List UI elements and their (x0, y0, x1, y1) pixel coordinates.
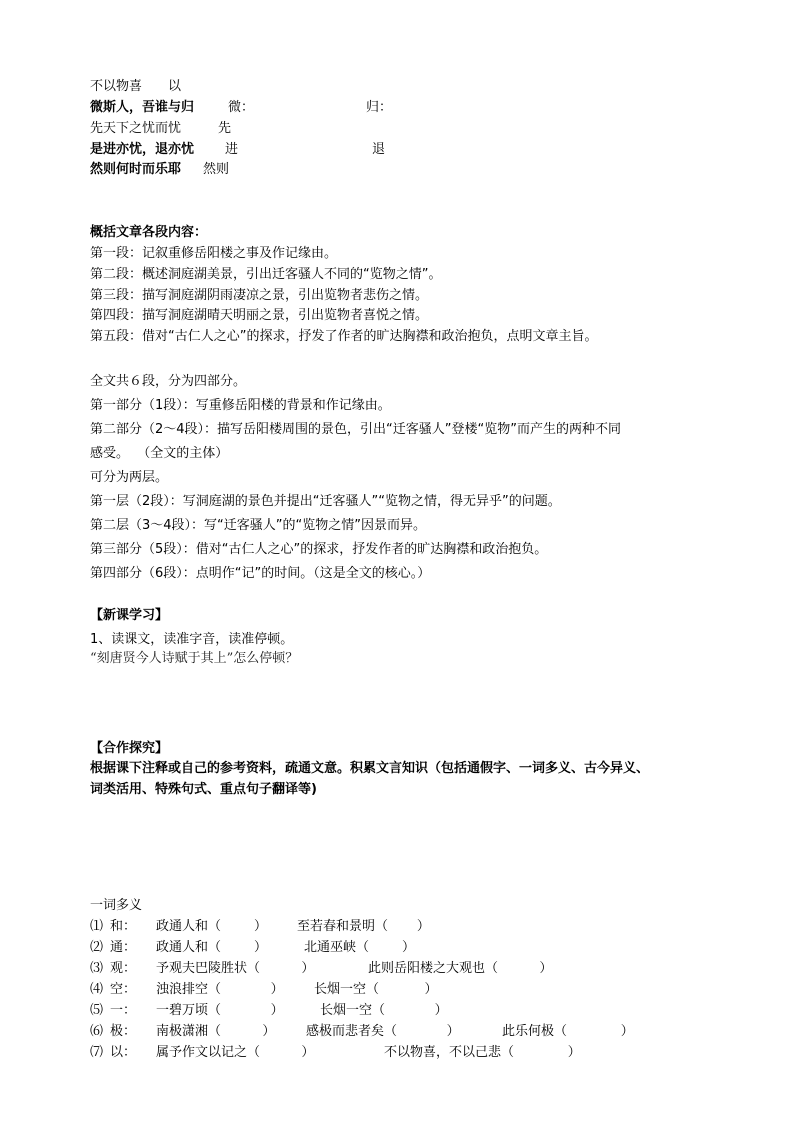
row-item: 一碧万顷（ ） (156, 1003, 284, 1018)
new-study-item: “刻唐贤今人诗赋于其上”怎么停顿？ (90, 651, 299, 666)
row-word: 空： (110, 982, 137, 997)
structure-line: 第一层（2段）：写洞庭湖的景色并提出“迁客骚人”“览物之情，得无异乎”的问题。 (90, 494, 561, 509)
summary-line: 第三段：描写洞庭湖阴雨凄凉之景，引出览物者悲伤之情。 (90, 288, 429, 303)
vocab-phrase: 微斯人，吾谁与归 (90, 100, 195, 115)
row-word: 通： (110, 940, 137, 955)
vocab-phrase: 然则何时而乐耶 (90, 162, 182, 177)
vocab-blank-label: 然则 (203, 162, 230, 177)
summary-line: 第四段：描写洞庭湖晴天明丽之景，引出览物者喜悦之情。 (90, 308, 429, 323)
row-number: ⑺ (90, 1045, 104, 1060)
polysemy-heading: 一词多义 (90, 898, 143, 913)
structure-line: 第二部分（2～4段）：描写岳阳楼周围的景色，引出“迁客骚人”登楼“览物”而产生的两种不同 (90, 422, 621, 437)
structure-line: 全文共６段，分为四部分。 (90, 374, 247, 389)
row-item: 属予作文以记之（ ） (156, 1045, 315, 1060)
row-item: 至若春和景明（ ） (297, 919, 430, 934)
row-word: 观： (110, 961, 137, 976)
row-item: 长烟一空（ ） (320, 1003, 448, 1018)
row-number: ⑶ (90, 961, 104, 976)
vocab-phrase: 不以物喜 (90, 79, 143, 94)
row-item: 感极而悲者矣（ ） (306, 1024, 460, 1039)
explore-instruction: 词类活用、特殊句式、重点句子翻译等) (90, 782, 317, 797)
row-number: ⑸ (90, 1003, 104, 1018)
row-item: 予观夫巴陵胜状（ ） (156, 961, 315, 976)
structure-line: 第三部分（5段）：借对“古仁人之心”的探求，抒发作者的旷达胸襟和政治抱负。 (90, 542, 548, 557)
row-number: ⑴ (90, 919, 104, 934)
structure-line: 第二层（3～4段）：写“迁客骚人”的“览物之情”因景而异。 (90, 518, 426, 533)
new-study-item: 1、读课文，读准字音，读准停顿。 (90, 632, 294, 647)
explore-heading: 【合作探究】 (90, 741, 169, 756)
row-word: 一： (110, 1003, 137, 1018)
row-number: ⑷ (90, 982, 104, 997)
vocab-phrase: 是进亦忧，退亦忧 (90, 142, 195, 157)
new-study-heading: 【新课学习】 (90, 608, 169, 623)
row-item: 此乐何极（ ） (502, 1024, 634, 1039)
row-item: 长烟一空（ ） (314, 982, 438, 997)
vocab-blank-label: 以 (168, 79, 182, 94)
vocab-phrase: 先天下之忧而忧 (90, 121, 182, 136)
row-item: 此则岳阳楼之大观也（ ） (368, 961, 553, 976)
summary-heading: 概括文章各段内容： (90, 225, 208, 240)
summary-line: 第二段：概述洞庭湖美景，引出迁客骚人不同的“览物之情”。 (90, 267, 442, 282)
summary-line: 第一段：记叙重修岳阳楼之事及作记缘由。 (90, 246, 338, 261)
structure-line: 第一部分（1段）：写重修岳阳楼的背景和作记缘由。 (90, 398, 391, 413)
vocab-blank-label: 进 (225, 142, 239, 157)
structure-line: 第四部分（6段）：点明作“记”的时间。（这是全文的核心。） (90, 566, 431, 581)
row-word: 极： (110, 1024, 137, 1039)
row-item: 政通人和（ ） (156, 919, 268, 934)
row-item: 政通人和（ ） (156, 940, 268, 955)
structure-line: 感受。 （全文的主体） (90, 446, 229, 461)
row-item: 浊浪排空（ ） (156, 982, 284, 997)
row-number: ⑹ (90, 1024, 104, 1039)
row-item: 南极潇湘（ ） (156, 1024, 276, 1039)
row-word: 和： (110, 919, 137, 934)
vocab-blank-label: 归： (366, 100, 393, 115)
explore-instruction: 根据课下注释或自己的参考资料，疏通文意。积累文言知识（包括通假字、一词多义、古今异义、 (90, 761, 650, 776)
row-number: ⑵ (90, 940, 104, 955)
vocab-blank-label: 微： (228, 100, 255, 115)
row-word: 以： (110, 1045, 137, 1060)
vocab-blank-label: 先 (218, 121, 232, 136)
vocab-blank-label: 退 (372, 142, 386, 157)
row-item: 北通巫峡（ ） (304, 940, 416, 955)
summary-line: 第五段：借对“古仁人之心”的探求，抒发了作者的旷达胸襟和政治抱负，点明文章主旨。 (90, 329, 598, 344)
row-item: 不以物喜，不以己悲（ ） (384, 1045, 581, 1060)
structure-line: 可分为两层。 (90, 470, 169, 485)
